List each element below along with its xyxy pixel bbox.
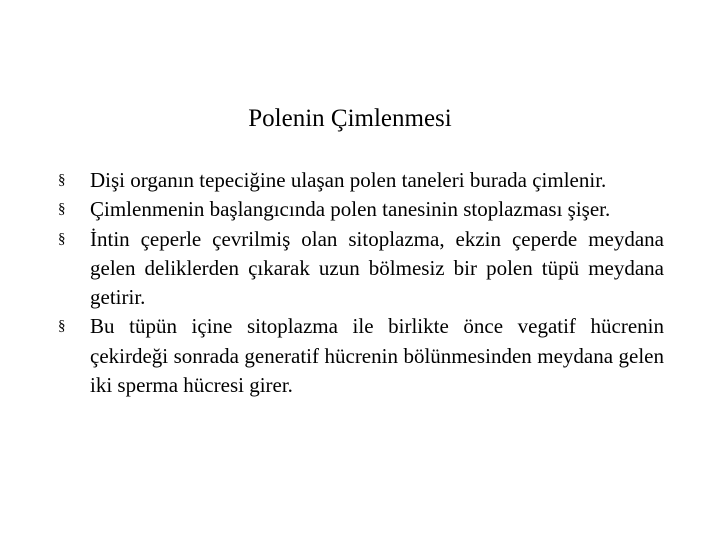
bullet-text: Bu tüpün içine sitoplazma ile birlikte önce vegatif hücrenin çekirdeği sonrada generatif hücrenin bölünmesinden meydana gelen iki sperma hücresi girer. <box>90 314 664 398</box>
bullet-text: İntin çeperle çevrilmiş olan sitoplazma, ekzin çeperde meydana gelen deliklerden çıkarak uzun bölmesiz bir polen tüpü meydana getirir. <box>90 226 664 310</box>
bullet-item-4 <box>58 312 664 400</box>
bullet-text: Çimlenmenin başlangıcında polen tanesinin stoplazması şişer. <box>90 197 611 222</box>
bullet-list <box>58 166 664 400</box>
bullet-marker-icon: § <box>58 318 66 335</box>
bullet-marker-icon: § <box>58 201 66 218</box>
bullet-marker-icon: § <box>58 172 66 188</box>
bullet-item-1 <box>58 166 664 195</box>
slide-title: Polenin Çimlenmesi <box>248 105 452 132</box>
bullet-item-2 <box>58 195 664 224</box>
bullet-marker-icon: § <box>58 230 66 247</box>
bullet-text: Dişi organın tepeciğine ulaşan polen taneleri burada çimlenir. <box>90 168 607 192</box>
bullet-item-3 <box>58 225 664 313</box>
